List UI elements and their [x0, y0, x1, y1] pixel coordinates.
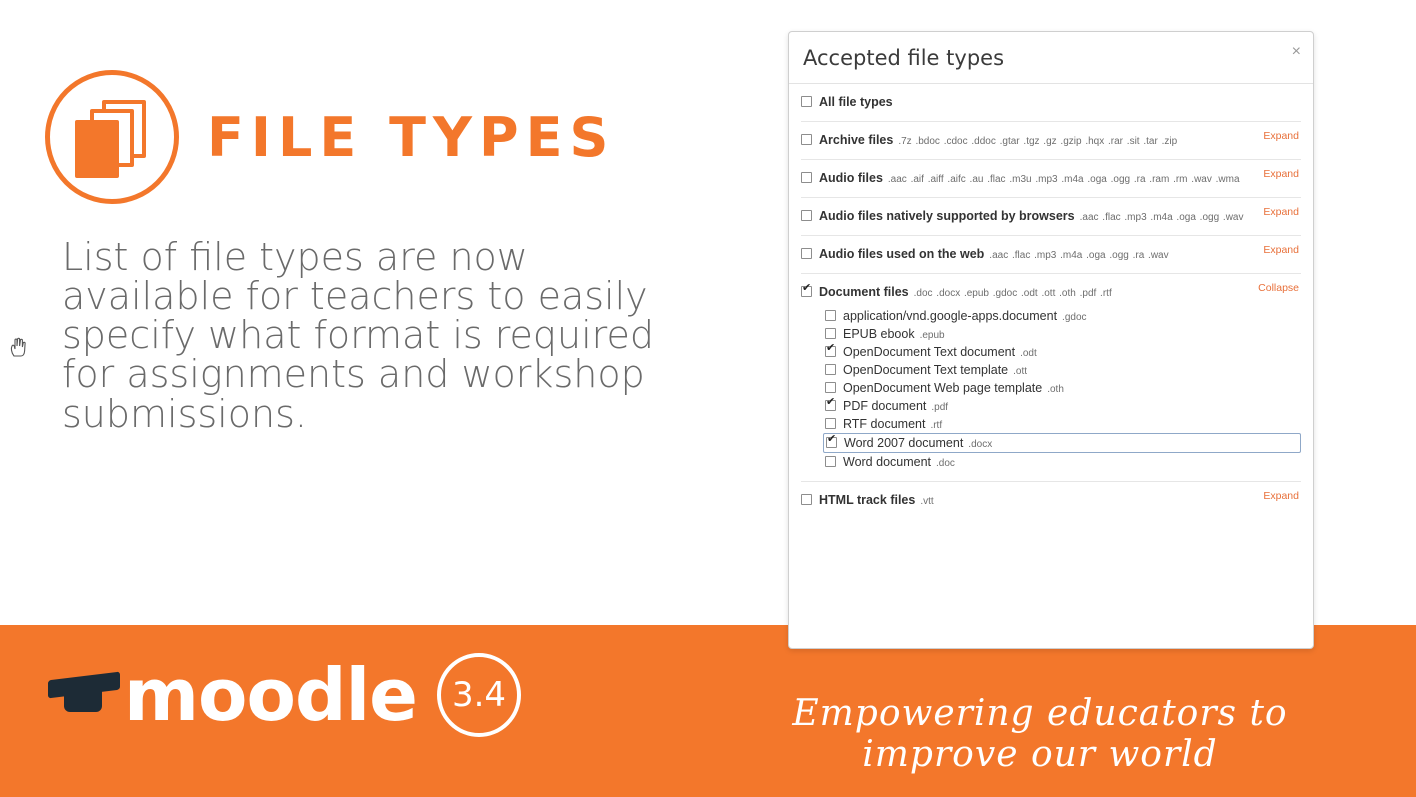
- group-label-wrap: [819, 207, 1243, 225]
- file-type-group-header: [801, 207, 1301, 225]
- group-label-wrap: [819, 93, 893, 111]
- group-checkbox[interactable]: [801, 494, 812, 505]
- file-type-group: [801, 236, 1301, 274]
- child-checkbox[interactable]: [826, 437, 837, 448]
- group-extensions: .aac .flac .mp3 .m4a .oga .ogg .wav: [1079, 212, 1244, 223]
- child-label: EPUB ebook: [843, 327, 915, 341]
- child-label: PDF document: [843, 399, 927, 413]
- child-label: OpenDocument Web page template: [843, 381, 1043, 395]
- group-extensions: .doc .docx .epub .gdoc .odt .ott .oth .pdf .rtf: [913, 288, 1112, 299]
- file-type-group: [801, 122, 1301, 160]
- file-type-group-header: [801, 491, 1301, 509]
- group-label: Archive files: [819, 133, 894, 147]
- file-type-child-item[interactable]: [823, 433, 1301, 453]
- file-type-group-header: [801, 93, 1301, 111]
- file-type-child-item[interactable]: [825, 361, 1301, 379]
- file-type-group-header: [801, 169, 1301, 187]
- child-label: Word 2007 document: [844, 436, 964, 450]
- dialog-header: [789, 32, 1313, 84]
- file-type-child-list: [801, 307, 1301, 471]
- group-extensions: .7z .bdoc .cdoc .ddoc .gtar .tgz .gz .gzip .hqx .rar .sit .tar .zip: [898, 136, 1178, 147]
- file-type-group-header: [801, 131, 1301, 149]
- child-label: Word document: [843, 455, 932, 469]
- footer-tagline: Empowering educators to improve our world: [792, 693, 1288, 775]
- child-extension: .odt: [1020, 348, 1037, 359]
- child-checkbox[interactable]: [825, 418, 836, 429]
- group-label-wrap: [819, 131, 1177, 149]
- group-label-wrap: [819, 491, 934, 509]
- file-type-group: [801, 160, 1301, 198]
- group-checkbox[interactable]: [801, 248, 812, 259]
- page-title: FILE TYPES: [207, 105, 616, 169]
- group-label: All file types: [819, 95, 893, 109]
- child-checkbox[interactable]: [825, 310, 836, 321]
- file-type-child-item[interactable]: [825, 343, 1301, 361]
- group-label-wrap: [819, 169, 1240, 187]
- group-extensions: .vtt: [920, 496, 934, 507]
- moodle-logo: [48, 653, 521, 737]
- group-checkbox[interactable]: [801, 134, 812, 145]
- expand-link[interactable]: Expand: [1263, 130, 1299, 142]
- feature-description: List of file types are now available for teachers to easily specify what format is required for assignments and workshop submissions.: [62, 235, 654, 436]
- child-checkbox[interactable]: [825, 456, 836, 467]
- file-type-group: [801, 198, 1301, 236]
- file-type-group: [801, 274, 1301, 482]
- child-extension: .docx: [968, 439, 993, 450]
- file-type-group-header: [801, 245, 1301, 263]
- expand-link[interactable]: Expand: [1263, 206, 1299, 218]
- expand-link[interactable]: Expand: [1263, 168, 1299, 180]
- child-label: RTF document: [843, 417, 926, 431]
- child-extension: .epub: [919, 330, 945, 341]
- left-content-panel: [0, 0, 760, 625]
- documents-icon: [45, 70, 179, 204]
- file-type-child-item[interactable]: [825, 325, 1301, 343]
- group-extensions: .aac .aif .aiff .aifc .au .flac .m3u .mp3 .m4a .oga .ogg .ra .ram .rm .wav .wma: [887, 174, 1240, 185]
- file-type-group: [801, 84, 1301, 122]
- child-extension: .ott: [1013, 366, 1028, 377]
- group-checkbox[interactable]: [801, 286, 812, 297]
- group-label: Document files: [819, 285, 909, 299]
- file-type-group: [801, 482, 1301, 519]
- group-label: Audio files natively supported by browsers: [819, 209, 1075, 223]
- file-type-child-item[interactable]: [825, 307, 1301, 325]
- version-badge: 3.4: [437, 653, 521, 737]
- group-label: Audio files: [819, 171, 883, 185]
- child-label: OpenDocument Text template: [843, 363, 1009, 377]
- child-checkbox[interactable]: [825, 328, 836, 339]
- group-label: Audio files used on the web: [819, 247, 985, 261]
- group-label-wrap: [819, 245, 1169, 263]
- child-extension: .doc: [936, 458, 955, 469]
- child-checkbox[interactable]: [825, 346, 836, 357]
- child-label: application/vnd.google-apps.document: [843, 309, 1058, 323]
- close-icon[interactable]: ×: [1291, 43, 1301, 60]
- child-extension: .pdf: [931, 402, 949, 413]
- expand-link[interactable]: Expand: [1263, 490, 1299, 502]
- child-extension: .rtf: [930, 420, 943, 431]
- child-checkbox[interactable]: [825, 382, 836, 393]
- file-type-child-item[interactable]: [825, 379, 1301, 397]
- group-extensions: .aac .flac .mp3 .m4a .oga .ogg .ra .wav: [989, 250, 1169, 261]
- file-type-group-list: [789, 84, 1313, 519]
- footer-bar: [0, 625, 1416, 797]
- moodle-wordmark: moodle: [124, 653, 418, 737]
- dialog-title: Accepted file types: [803, 45, 1005, 70]
- child-checkbox[interactable]: [825, 400, 836, 411]
- child-checkbox[interactable]: [825, 364, 836, 375]
- brand-row: [45, 70, 615, 204]
- file-type-child-item[interactable]: [825, 415, 1301, 433]
- file-type-child-item[interactable]: [825, 453, 1301, 471]
- child-label: OpenDocument Text document: [843, 345, 1016, 359]
- expand-link[interactable]: Expand: [1263, 244, 1299, 256]
- child-extension: .oth: [1047, 384, 1064, 395]
- accepted-file-types-dialog: [788, 31, 1314, 649]
- group-label-wrap: [819, 283, 1112, 301]
- file-type-child-item[interactable]: [825, 397, 1301, 415]
- group-checkbox[interactable]: [801, 172, 812, 183]
- group-checkbox[interactable]: [801, 96, 812, 107]
- group-label: HTML track files: [819, 493, 916, 507]
- group-checkbox[interactable]: [801, 210, 812, 221]
- collapse-link[interactable]: Collapse: [1258, 282, 1299, 294]
- graduation-cap-icon: [48, 672, 120, 718]
- file-type-group-header: [801, 283, 1301, 301]
- child-extension: .gdoc: [1062, 312, 1087, 323]
